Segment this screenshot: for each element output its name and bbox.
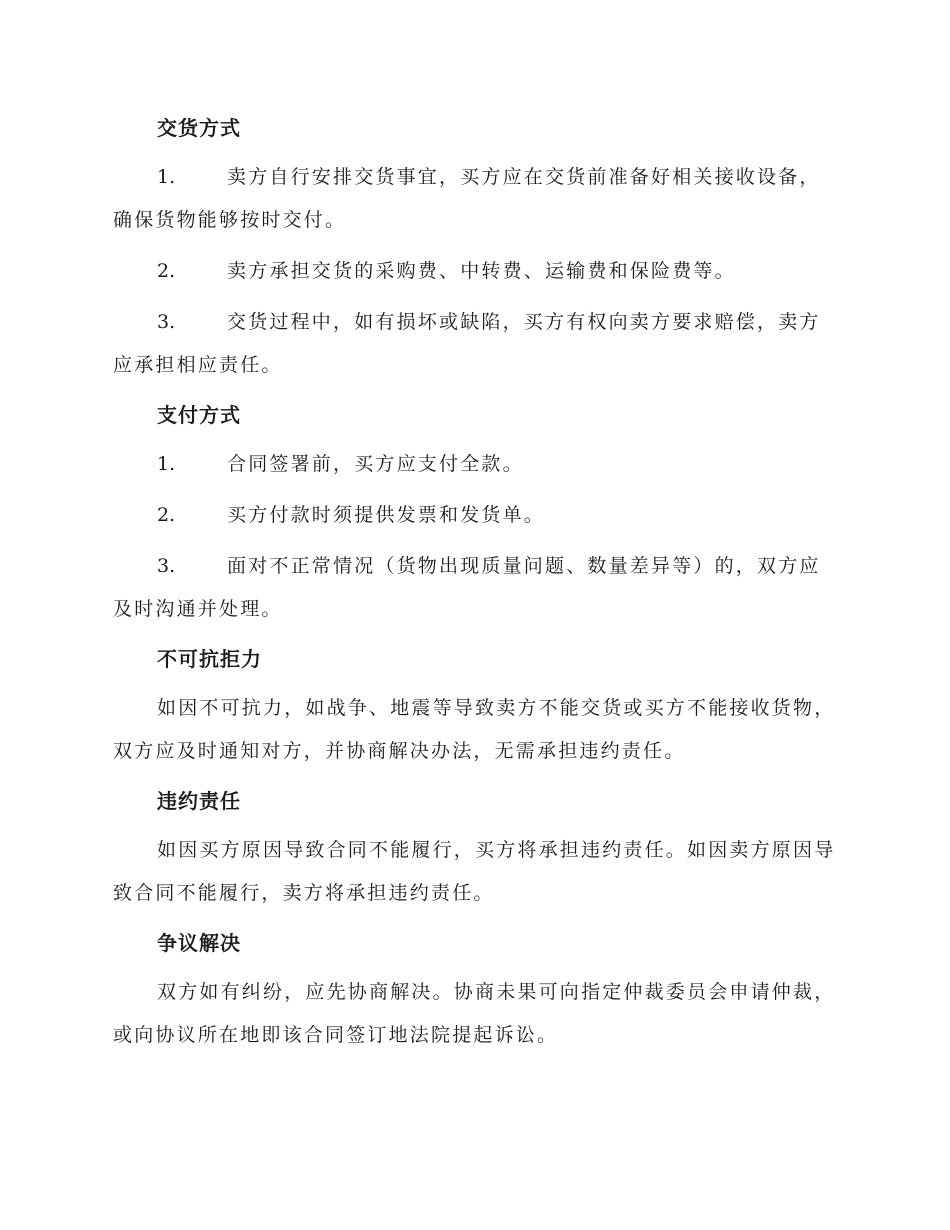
- item-number: 3.: [157, 555, 176, 577]
- section-delivery: [113, 108, 838, 387]
- section-heading: 支付方式: [157, 403, 241, 427]
- document-body: [113, 108, 838, 1065]
- section-heading: 交货方式: [157, 116, 241, 140]
- section-payment: [113, 395, 838, 631]
- item-text: 合同签署前，买方应支付全款。: [227, 453, 524, 475]
- list-item: [113, 301, 838, 387]
- item-number: 1.: [157, 166, 176, 188]
- item-text: 卖方自行安排交货事宜，买方应在交货前准备好相关接收设备，确保货物能够按时交付。: [113, 166, 821, 231]
- item-number: 3.: [157, 311, 176, 333]
- item-number: 2.: [157, 504, 176, 526]
- item-text: 面对不正常情况（货物出现质量问题、数量差异等）的，双方应及时沟通并处理。: [113, 555, 821, 620]
- item-text: 卖方承担交货的采购费、中转费、运输费和保险费等。: [227, 260, 736, 282]
- section-force-majeure: [113, 639, 838, 773]
- list-item: [113, 156, 838, 242]
- section-paragraph: 如因不可抗力，如战争、地震等导致卖方不能交货或买方不能接收货物，双方应及时通知对方，并协商解决办法，无需承担违约责任。: [113, 697, 836, 762]
- list-item: [113, 494, 838, 537]
- item-number: 1.: [157, 453, 176, 475]
- item-number: 2.: [157, 260, 176, 282]
- section-paragraph: 双方如有纠纷，应先协商解决。协商未果可向指定仲裁委员会申请仲裁，或向协议所在地即该合同签订地法院提起诉讼。: [113, 981, 836, 1046]
- item-text: 交货过程中，如有损坏或缺陷，买方有权向卖方要求赔偿，卖方应承担相应责任。: [113, 311, 821, 376]
- section-paragraph: 如因买方原因导致合同不能履行，买方将承担违约责任。如因卖方原因导致合同不能履行，卖方将承担违约责任。: [113, 839, 836, 904]
- section-heading: 不可抗拒力: [157, 647, 262, 671]
- list-item: [113, 250, 838, 293]
- list-item: [113, 545, 838, 631]
- section-heading: 违约责任: [157, 789, 241, 813]
- section-dispute-resolution: [113, 923, 838, 1057]
- section-heading: 争议解决: [157, 931, 241, 955]
- list-item: [113, 443, 838, 486]
- item-text: 买方付款时须提供发票和发货单。: [227, 504, 546, 526]
- section-breach-liability: [113, 781, 838, 915]
